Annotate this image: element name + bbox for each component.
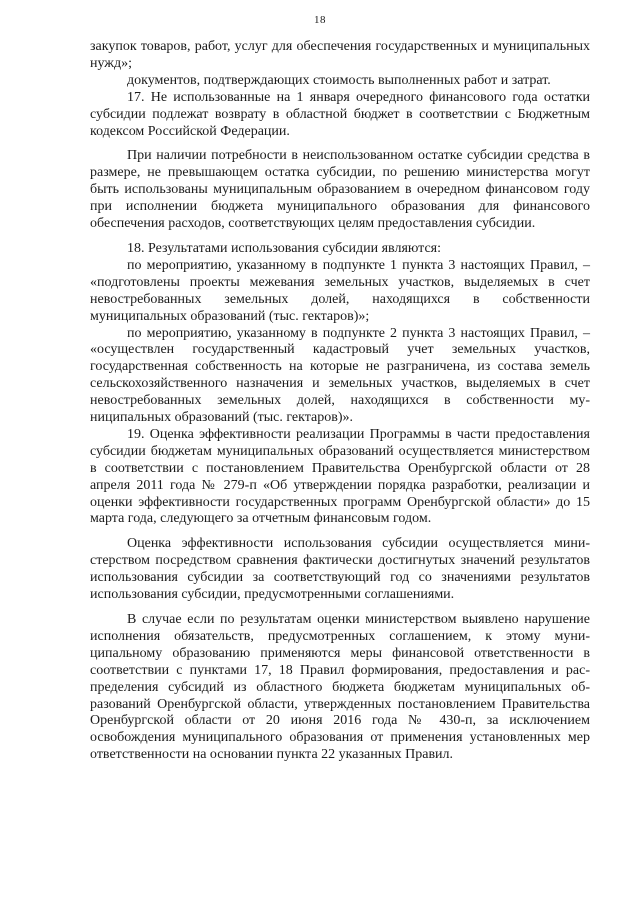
document-body <box>90 39 590 764</box>
page-number: 18 <box>314 14 326 26</box>
paragraph-violation-measures: В случае если по результатам оценки министерством выявлено нарушение исполнения обязательств, предусмотренных соглашением, к этому муниципальному образованию применяются меры финансовой ответственности в соответствии с пунктами 17, 18 Правил формирования, предоставления и распределения субсидий из областного бюджета бюджетам муниципальных образований Оренбургской области, утвержденных постановлением Правительства Оренбургской области от 20 июня 2016 года № 430-п, за исключением освобождения муниципального образования от применения установленных мер ответственности на основании пункта 22 указанных Правил. <box>90 612 590 763</box>
paragraph-unused-balance: При наличии потребности в неиспользованном остатке субсидии средства в размере, не превышающем остатка субсидии, по решению министерства могут быть использованы муниципальным образованием в очередном финансовом году при исполнении бюджета муниципального образования для финансового обеспечения расходов, соответствующих целям предоставления субсидии. <box>90 148 590 232</box>
paragraph-19: 19. Оценка эффективности реализации Программы в части предоставления субсидии бюджетам муниципальных образований осуществляется министерством в соответствии с постановлением Правительства Оренбургской области от 28 апреля 2011 года № 279-п «Об утверждении порядка разработки, реализации и оценки эффективности государственных программ Оренбургской области» до 15 марта года, следующего за отчетным финансовым годом. <box>90 426 590 527</box>
paragraph-18: 18. Результатами использования субсидии являются: <box>127 240 442 256</box>
paragraph-18-subitem-1: по мероприятию, указанному в подпункте 1 пункта 3 настоящих Правил, – «подготовлены проекты межевания земельных участков, выделяемых в счет невостребованных земельных долей, находящихся в собственности муниципальных образований (тыс. гектаров)»; <box>90 257 590 324</box>
paragraph-efficiency-assessment: Оценка эффективности использования субсидии осуществляется министерством посредством сравнения фактически достигнутых значений результатов использования субсидии за соответствующий год со значениями результатов использования субсидии, предусмотренными соглашениями. <box>90 536 590 603</box>
paragraph-17: 17. Не использованные на 1 января очередного финансового года остатки субсидии подлежат возврату в областной бюджет в соответствии с Бюджетным кодексом Российской Федерации. <box>90 89 590 139</box>
paragraph-documents: документов, подтверждающих стоимость выполненных работ и затрат. <box>127 72 551 88</box>
paragraph-18-subitem-2: по мероприятию, указанному в подпункте 2 пункта 3 настоящих Правил, – «осуществлен государственный кадастровый учет земельных участков, государственная собственность на которые не разграничена, из состава земель сельскохозяйственного назначения и земельных участков, выделяемых в счет невостребованных земельных долей, находящихся в собственности муниципальных образований (тыс. гектаров)». <box>90 325 590 426</box>
paragraph-continuation: закупок товаров, работ, услуг для обеспечения государственных и муниципальных нужд»; <box>90 39 590 71</box>
